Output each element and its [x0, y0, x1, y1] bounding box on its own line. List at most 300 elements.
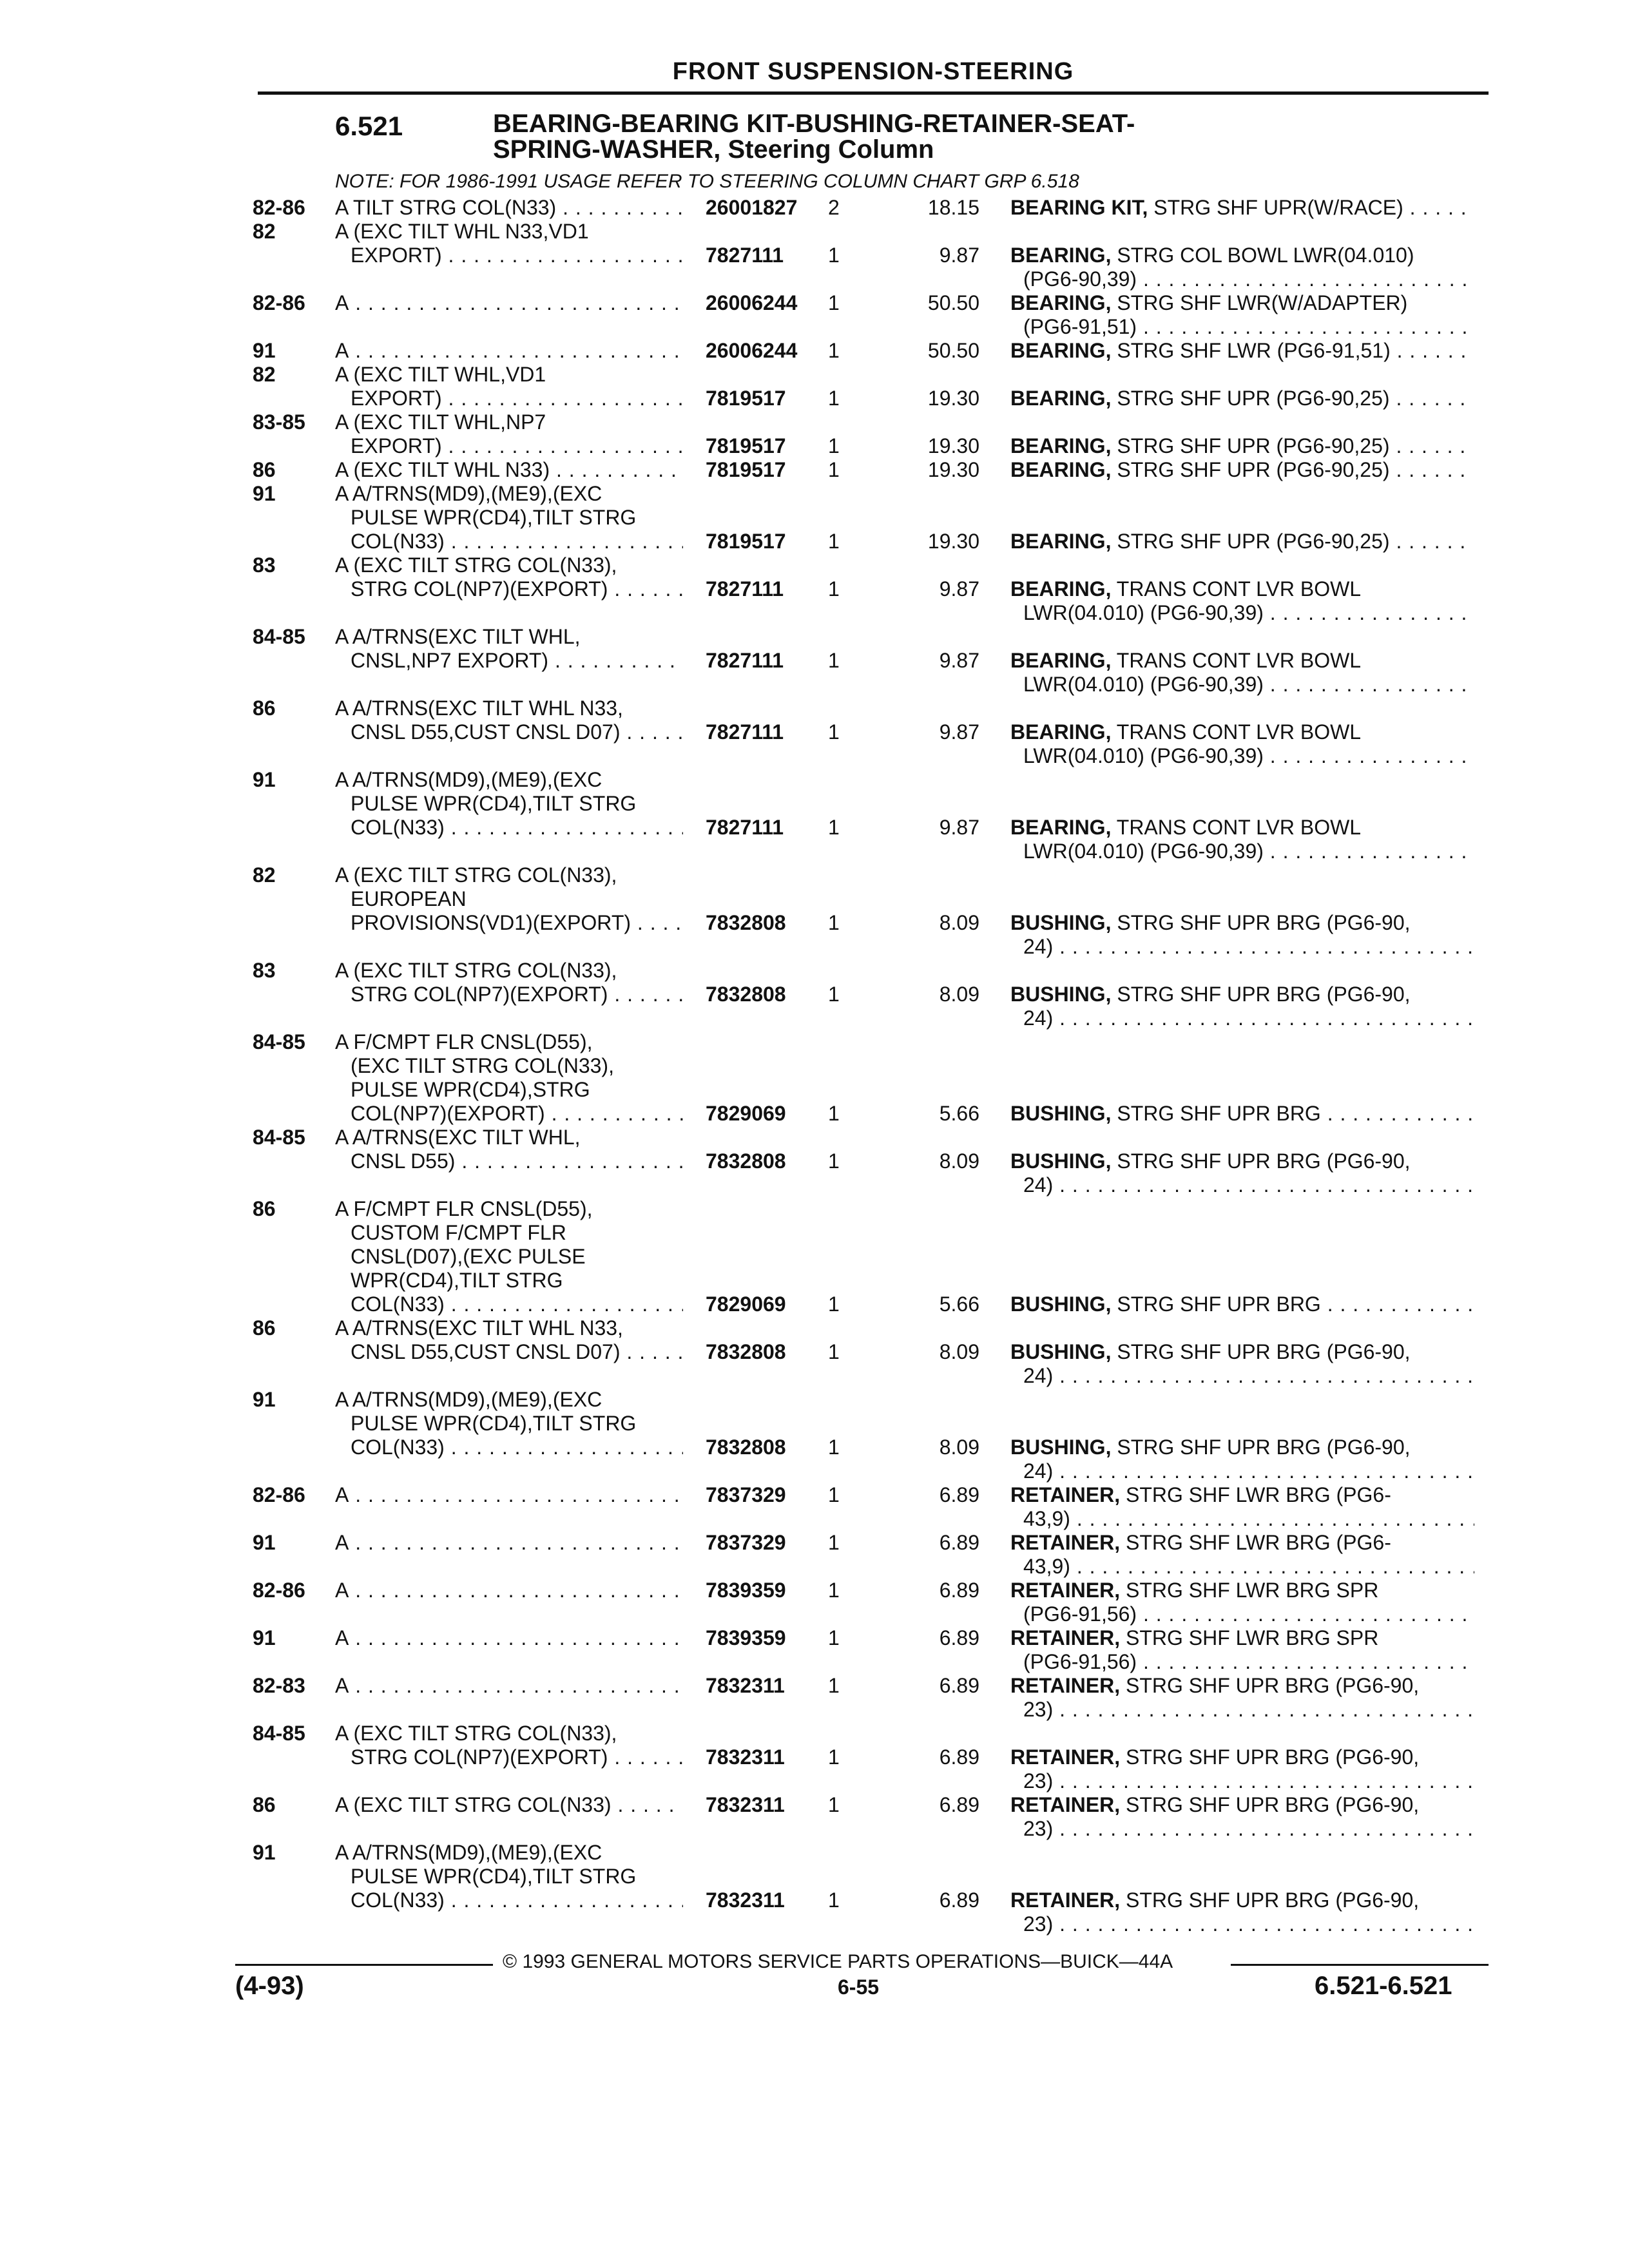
part-detail-line: 24)	[1023, 1173, 1054, 1196]
dot-leader	[1264, 601, 1474, 625]
usage-description	[335, 1626, 683, 1650]
usage-description	[335, 1841, 683, 1912]
parts-row	[0, 1483, 1629, 1531]
part-name: BEARING,	[1010, 458, 1112, 481]
part-detail-line: 23)	[1023, 1698, 1054, 1721]
model-years: 82	[253, 363, 276, 386]
price: 50.50	[927, 339, 979, 362]
usage-line: A A/TRNS(EXC TILT WHL N33,	[335, 1316, 623, 1340]
usage-description	[335, 458, 683, 482]
dot-leader	[349, 1626, 683, 1650]
part-detail: STRG SHF UPR BRG (PG6-90,	[1120, 1888, 1420, 1912]
part-detail: STRG SHF LWR BRG SPR	[1120, 1626, 1379, 1649]
quantity: 1	[828, 649, 840, 672]
part-item	[1010, 911, 1474, 959]
usage-line: COL(N33)	[351, 1293, 445, 1316]
dot-leader	[1403, 196, 1474, 220]
usage-description	[335, 339, 683, 363]
quantity: 1	[828, 434, 840, 457]
part-detail-line: (PG6-91,56)	[1023, 1602, 1137, 1626]
part-detail: TRANS CONT LVR BOWL	[1111, 649, 1362, 672]
dot-leader	[631, 911, 683, 935]
dot-leader	[545, 1102, 683, 1126]
parts-row	[0, 291, 1629, 339]
part-name: RETAINER,	[1010, 1579, 1121, 1602]
quantity: 1	[828, 816, 840, 839]
price: 19.30	[927, 434, 979, 457]
model-years: 84-85	[253, 625, 305, 648]
model-years: 82-86	[253, 196, 305, 219]
model-years: 86	[253, 1793, 276, 1816]
quantity: 1	[828, 1149, 840, 1173]
model-years: 82	[253, 863, 276, 887]
page-header: FRONT SUSPENSION-STEERING	[672, 58, 1074, 85]
parts-row	[0, 220, 1629, 291]
dot-leader	[608, 577, 683, 601]
part-detail-line: 23)	[1023, 1912, 1054, 1936]
parts-row	[0, 1316, 1629, 1388]
dot-leader	[1053, 1364, 1474, 1388]
usage-description	[335, 363, 683, 410]
usage-line: STRG COL(NP7)(EXPORT)	[351, 1745, 608, 1769]
dot-leader	[1053, 1912, 1474, 1936]
part-detail-line: 43,9)	[1023, 1555, 1070, 1578]
dot-leader	[1053, 935, 1474, 959]
part-number: 7827111	[706, 577, 784, 601]
usage-line: EXPORT)	[351, 434, 442, 457]
dot-leader	[1053, 1769, 1474, 1793]
parts-row	[0, 1531, 1629, 1579]
part-item	[1010, 1340, 1474, 1388]
part-number: 7819517	[706, 530, 786, 553]
section-note: NOTE: FOR 1986-1991 USAGE REFER TO STEERING COLUMN CHART GRP 6.518	[335, 171, 1079, 192]
header-rule	[258, 91, 1489, 95]
quantity: 1	[828, 291, 840, 314]
part-number: 7832311	[706, 1888, 785, 1912]
usage-description	[335, 697, 683, 744]
parts-row	[0, 1626, 1629, 1674]
parts-row	[0, 363, 1629, 410]
dot-leader	[445, 1888, 683, 1912]
usage-line: A A/TRNS(EXC TILT WHL,	[335, 625, 581, 648]
usage-description	[335, 1126, 683, 1173]
usage-description	[335, 1793, 683, 1817]
price: 6.89	[939, 1674, 979, 1697]
parts-row	[0, 1579, 1629, 1626]
usage-line: A	[335, 1626, 349, 1649]
parts-row	[0, 410, 1629, 458]
price: 9.87	[939, 649, 979, 672]
usage-line: COL(NP7)(EXPORT)	[351, 1102, 545, 1125]
quantity: 1	[828, 983, 840, 1006]
quantity: 1	[828, 1483, 840, 1506]
parts-row	[0, 697, 1629, 768]
part-name: BUSHING,	[1010, 1340, 1112, 1363]
dot-leader	[1070, 1507, 1474, 1531]
usage-line: A A/TRNS(MD9),(ME9),(EXC	[335, 1388, 602, 1411]
part-number: 7832311	[706, 1745, 785, 1769]
usage-description	[335, 1483, 683, 1507]
model-years: 84-85	[253, 1126, 305, 1149]
price: 9.87	[939, 720, 979, 744]
part-item	[1010, 387, 1474, 410]
dot-leader	[1390, 434, 1474, 458]
price: 19.30	[927, 530, 979, 553]
quantity: 1	[828, 1531, 840, 1554]
dot-leader	[612, 1793, 683, 1817]
parts-row	[0, 625, 1629, 697]
part-item	[1010, 244, 1474, 291]
model-years: 91	[253, 1388, 276, 1411]
dot-leader	[442, 244, 683, 267]
dot-leader	[621, 1340, 684, 1364]
parts-row	[0, 482, 1629, 553]
part-number: 7829069	[706, 1293, 786, 1316]
part-detail-line: 23)	[1023, 1817, 1054, 1840]
part-number: 7819517	[706, 434, 786, 457]
part-number: 7832808	[706, 983, 786, 1006]
part-item	[1010, 577, 1474, 625]
part-name: BEARING KIT,	[1010, 196, 1148, 219]
usage-line: A	[335, 1483, 349, 1506]
price: 6.89	[939, 1579, 979, 1602]
usage-line: PULSE WPR(CD4),TILT STRG	[351, 792, 637, 815]
part-number: 7827111	[706, 244, 784, 267]
part-name: BEARING,	[1010, 291, 1112, 314]
part-detail: STRG COL BOWL LWR(04.010)	[1111, 244, 1414, 267]
part-detail-line: 24)	[1023, 1459, 1054, 1483]
part-name: RETAINER,	[1010, 1626, 1121, 1649]
usage-description	[335, 1316, 683, 1364]
model-years: 91	[253, 768, 276, 791]
usage-description	[335, 1674, 683, 1698]
part-detail: STRG SHF UPR BRG (PG6-90,	[1111, 983, 1411, 1006]
dot-leader	[1137, 1650, 1474, 1674]
part-detail-line: 23)	[1023, 1769, 1054, 1792]
usage-description	[335, 1197, 683, 1316]
quantity: 1	[828, 1436, 840, 1459]
usage-description	[335, 863, 683, 935]
price: 9.87	[939, 577, 979, 601]
usage-line: A A/TRNS(MD9),(ME9),(EXC	[335, 482, 602, 505]
usage-line: A (EXC TILT STRG COL(N33)	[335, 1793, 612, 1816]
footer-page-number: 6-55	[838, 1975, 880, 1999]
quantity: 1	[828, 911, 840, 934]
part-number: 7827111	[706, 816, 784, 839]
part-name: BEARING,	[1010, 649, 1112, 672]
usage-line: A A/TRNS(EXC TILT WHL N33,	[335, 697, 623, 720]
parts-row	[0, 1674, 1629, 1722]
part-detail-line: 24)	[1023, 935, 1054, 958]
part-item	[1010, 1674, 1474, 1722]
part-name: RETAINER,	[1010, 1531, 1121, 1554]
part-name: BUSHING,	[1010, 1102, 1112, 1125]
usage-line: A	[335, 1579, 349, 1602]
part-detail: STRG SHF UPR BRG	[1111, 1102, 1321, 1125]
usage-description	[335, 768, 683, 840]
dot-leader	[608, 983, 683, 1006]
dot-leader	[1390, 387, 1474, 410]
part-detail: STRG SHF LWR BRG (PG6-	[1120, 1531, 1391, 1554]
model-years: 91	[253, 1626, 276, 1649]
part-detail-line: (PG6-91,51)	[1023, 315, 1137, 338]
usage-line: (EXC TILT STRG COL(N33),	[351, 1054, 614, 1077]
usage-line: CNSL D55,CUST CNSL D07)	[351, 720, 621, 744]
part-name: RETAINER,	[1010, 1745, 1121, 1769]
part-name: RETAINER,	[1010, 1483, 1121, 1506]
part-number: 7827111	[706, 649, 784, 672]
part-item	[1010, 1102, 1474, 1126]
part-detail: TRANS CONT LVR BOWL	[1111, 577, 1362, 601]
parts-row	[0, 1197, 1629, 1316]
part-number: 7832311	[706, 1793, 785, 1816]
part-detail: STRG SHF UPR BRG (PG6-90,	[1111, 911, 1411, 934]
usage-line: A F/CMPT FLR CNSL(D55),	[335, 1030, 593, 1053]
model-years: 84-85	[253, 1722, 305, 1745]
part-item	[1010, 1436, 1474, 1483]
part-detail-line: 24)	[1023, 1006, 1054, 1030]
dot-leader	[1321, 1293, 1474, 1316]
part-number: 7819517	[706, 387, 786, 410]
usage-line: A TILT STRG COL(N33)	[335, 196, 557, 219]
usage-line: A F/CMPT FLR CNSL(D55),	[335, 1197, 593, 1220]
usage-line: A A/TRNS(MD9),(ME9),(EXC	[335, 768, 602, 791]
part-number: 7832808	[706, 911, 786, 934]
part-name: BEARING,	[1010, 244, 1112, 267]
usage-line: A	[335, 339, 349, 362]
usage-description	[335, 1531, 683, 1555]
part-item	[1010, 1483, 1474, 1531]
dot-leader	[442, 387, 683, 410]
footer-date: (4-93)	[235, 1972, 304, 2000]
usage-line: CUSTOM F/CMPT FLR	[351, 1221, 566, 1244]
part-detail: STRG SHF LWR BRG SPR	[1120, 1579, 1379, 1602]
part-number: 7832311	[706, 1674, 785, 1697]
dot-leader	[608, 1745, 683, 1769]
part-detail: STRG SHF UPR BRG	[1111, 1293, 1321, 1316]
quantity: 1	[828, 1745, 840, 1769]
usage-line: A (EXC TILT WHL,VD1	[335, 363, 546, 386]
quantity: 1	[828, 1102, 840, 1125]
dot-leader	[548, 649, 683, 673]
part-number: 7837329	[706, 1531, 786, 1554]
dot-leader	[349, 1674, 683, 1698]
parts-row	[0, 1126, 1629, 1197]
model-years: 84-85	[253, 1030, 305, 1053]
part-name: RETAINER,	[1010, 1674, 1121, 1697]
part-number: 7839359	[706, 1579, 786, 1602]
price: 8.09	[939, 1149, 979, 1173]
price: 6.89	[939, 1793, 979, 1816]
price: 19.30	[927, 458, 979, 481]
part-detail: STRG SHF LWR BRG (PG6-	[1120, 1483, 1391, 1506]
part-name: BEARING,	[1010, 577, 1112, 601]
part-name: BEARING,	[1010, 339, 1112, 362]
part-detail: STRG SHF UPR BRG (PG6-90,	[1120, 1793, 1420, 1816]
footer-section-range: 6.521-6.521	[1315, 1972, 1452, 2000]
price: 9.87	[939, 244, 979, 267]
usage-line: A	[335, 1531, 349, 1554]
dot-leader	[1137, 315, 1474, 339]
part-number: 26006244	[706, 291, 798, 314]
usage-description	[335, 1722, 683, 1769]
part-number: 7819517	[706, 458, 786, 481]
dot-leader	[349, 291, 683, 315]
part-detail-line: (PG6-91,56)	[1023, 1650, 1137, 1673]
dot-leader	[349, 339, 683, 363]
usage-description	[335, 1388, 683, 1459]
dot-leader	[1391, 339, 1474, 363]
part-item	[1010, 720, 1474, 768]
parts-row	[0, 1793, 1629, 1841]
quantity: 1	[828, 458, 840, 481]
part-detail: STRG SHF UPR (PG6-90,25)	[1111, 530, 1390, 553]
usage-line: PROVISIONS(VD1)(EXPORT)	[351, 911, 631, 934]
usage-line: COL(N33)	[351, 816, 445, 839]
quantity: 1	[828, 339, 840, 362]
dot-leader	[349, 1579, 683, 1602]
part-item	[1010, 1888, 1474, 1936]
model-years: 91	[253, 339, 276, 362]
usage-line: A	[335, 291, 349, 314]
part-item	[1010, 339, 1474, 363]
part-name: BEARING,	[1010, 816, 1112, 839]
model-years: 82-86	[253, 1483, 305, 1506]
part-item	[1010, 1293, 1474, 1316]
usage-line: WPR(CD4),TILT STRG	[351, 1269, 563, 1292]
dot-leader	[442, 434, 683, 458]
part-number: 7827111	[706, 720, 784, 744]
part-number: 7839359	[706, 1626, 786, 1649]
quantity: 1	[828, 1579, 840, 1602]
dot-leader	[1053, 1459, 1474, 1483]
parts-row	[0, 1030, 1629, 1126]
usage-line: A A/TRNS(MD9),(ME9),(EXC	[335, 1841, 602, 1864]
part-item	[1010, 983, 1474, 1030]
model-years: 86	[253, 1197, 276, 1220]
usage-line: CNSL D55,CUST CNSL D07)	[351, 1340, 621, 1363]
price: 50.50	[927, 291, 979, 314]
usage-description	[335, 482, 683, 553]
model-years: 83	[253, 959, 276, 982]
part-item	[1010, 816, 1474, 863]
model-years: 82	[253, 220, 276, 243]
part-item	[1010, 1149, 1474, 1197]
model-years: 91	[253, 1531, 276, 1554]
parts-row	[0, 1841, 1629, 1936]
usage-description	[335, 196, 683, 220]
usage-line: CNSL D55)	[351, 1149, 456, 1173]
usage-line: STRG COL(NP7)(EXPORT)	[351, 577, 608, 601]
part-item	[1010, 1579, 1474, 1626]
parts-row	[0, 553, 1629, 625]
part-item	[1010, 1531, 1474, 1579]
dot-leader	[1390, 530, 1474, 553]
usage-description	[335, 1030, 683, 1126]
part-detail: TRANS CONT LVR BOWL	[1111, 720, 1362, 744]
parts-row	[0, 1388, 1629, 1483]
dot-leader	[1053, 1173, 1474, 1197]
part-detail-line: LWR(04.010) (PG6-90,39)	[1023, 601, 1264, 624]
dot-leader	[1264, 673, 1474, 697]
usage-line: PULSE WPR(CD4),STRG	[351, 1078, 590, 1101]
price: 6.89	[939, 1483, 979, 1506]
quantity: 1	[828, 1888, 840, 1912]
dot-leader	[445, 816, 683, 840]
part-detail: STRG SHF UPR BRG (PG6-90,	[1111, 1149, 1411, 1173]
price: 8.09	[939, 983, 979, 1006]
model-years: 83-85	[253, 410, 305, 434]
model-years: 91	[253, 482, 276, 505]
part-detail: STRG SHF UPR BRG (PG6-90,	[1120, 1745, 1420, 1769]
dot-leader	[550, 458, 683, 482]
usage-line: PULSE WPR(CD4),TILT STRG	[351, 1412, 637, 1435]
price: 6.89	[939, 1745, 979, 1769]
usage-line: COL(N33)	[351, 530, 445, 553]
model-years: 83	[253, 553, 276, 577]
price: 19.30	[927, 387, 979, 410]
part-name: BUSHING,	[1010, 983, 1112, 1006]
quantity: 1	[828, 1793, 840, 1816]
model-years: 86	[253, 458, 276, 481]
part-item	[1010, 1793, 1474, 1841]
dot-leader	[1070, 1555, 1474, 1579]
quantity: 1	[828, 1340, 840, 1363]
footer-rule-left	[235, 1964, 493, 1966]
dot-leader	[621, 720, 684, 744]
quantity: 1	[828, 720, 840, 744]
price: 8.09	[939, 1436, 979, 1459]
usage-description	[335, 220, 683, 267]
usage-line: A (EXC TILT WHL N33)	[335, 458, 550, 481]
dot-leader	[349, 1531, 683, 1555]
dot-leader	[1137, 267, 1474, 291]
usage-line: A A/TRNS(EXC TILT WHL,	[335, 1126, 581, 1149]
price: 18.15	[927, 196, 979, 219]
part-number: 7832808	[706, 1436, 786, 1459]
part-name: BUSHING,	[1010, 1149, 1112, 1173]
part-detail-line: LWR(04.010) (PG6-90,39)	[1023, 673, 1264, 696]
parts-row	[0, 768, 1629, 863]
usage-line: PULSE WPR(CD4),TILT STRG	[351, 506, 637, 529]
part-detail: STRG SHF UPR (PG6-90,25)	[1111, 434, 1390, 457]
part-detail: STRG SHF UPR(W/RACE)	[1148, 196, 1403, 219]
part-detail: STRG SHF LWR (PG6-91,51)	[1111, 339, 1391, 362]
part-detail: STRG SHF UPR BRG (PG6-90,	[1111, 1340, 1411, 1363]
parts-row	[0, 196, 1629, 220]
usage-line: EUROPEAN	[351, 887, 467, 910]
usage-line: A (EXC TILT WHL,NP7	[335, 410, 546, 434]
quantity: 1	[828, 577, 840, 601]
part-name: BUSHING,	[1010, 1293, 1112, 1316]
parts-row	[0, 863, 1629, 959]
section-title: BEARING-BEARING KIT-BUSHING-RETAINER-SEAT- SPRING-WASHER, Steering Column	[493, 110, 1135, 164]
parts-row	[0, 339, 1629, 363]
usage-description	[335, 1579, 683, 1602]
part-name: RETAINER,	[1010, 1888, 1121, 1912]
dot-leader	[1264, 840, 1474, 863]
part-name: BEARING,	[1010, 530, 1112, 553]
footer-copyright: © 1993 GENERAL MOTORS SERVICE PARTS OPERATIONS—BUICK—44A	[503, 1951, 1173, 1972]
parts-row	[0, 959, 1629, 1030]
usage-description	[335, 553, 683, 601]
section-number: 6.521	[335, 111, 403, 141]
usage-description	[335, 291, 683, 315]
part-item	[1010, 458, 1474, 482]
part-name: RETAINER,	[1010, 1793, 1121, 1816]
usage-line: CNSL(D07),(EXC PULSE	[351, 1245, 586, 1268]
dot-leader	[349, 1483, 683, 1507]
